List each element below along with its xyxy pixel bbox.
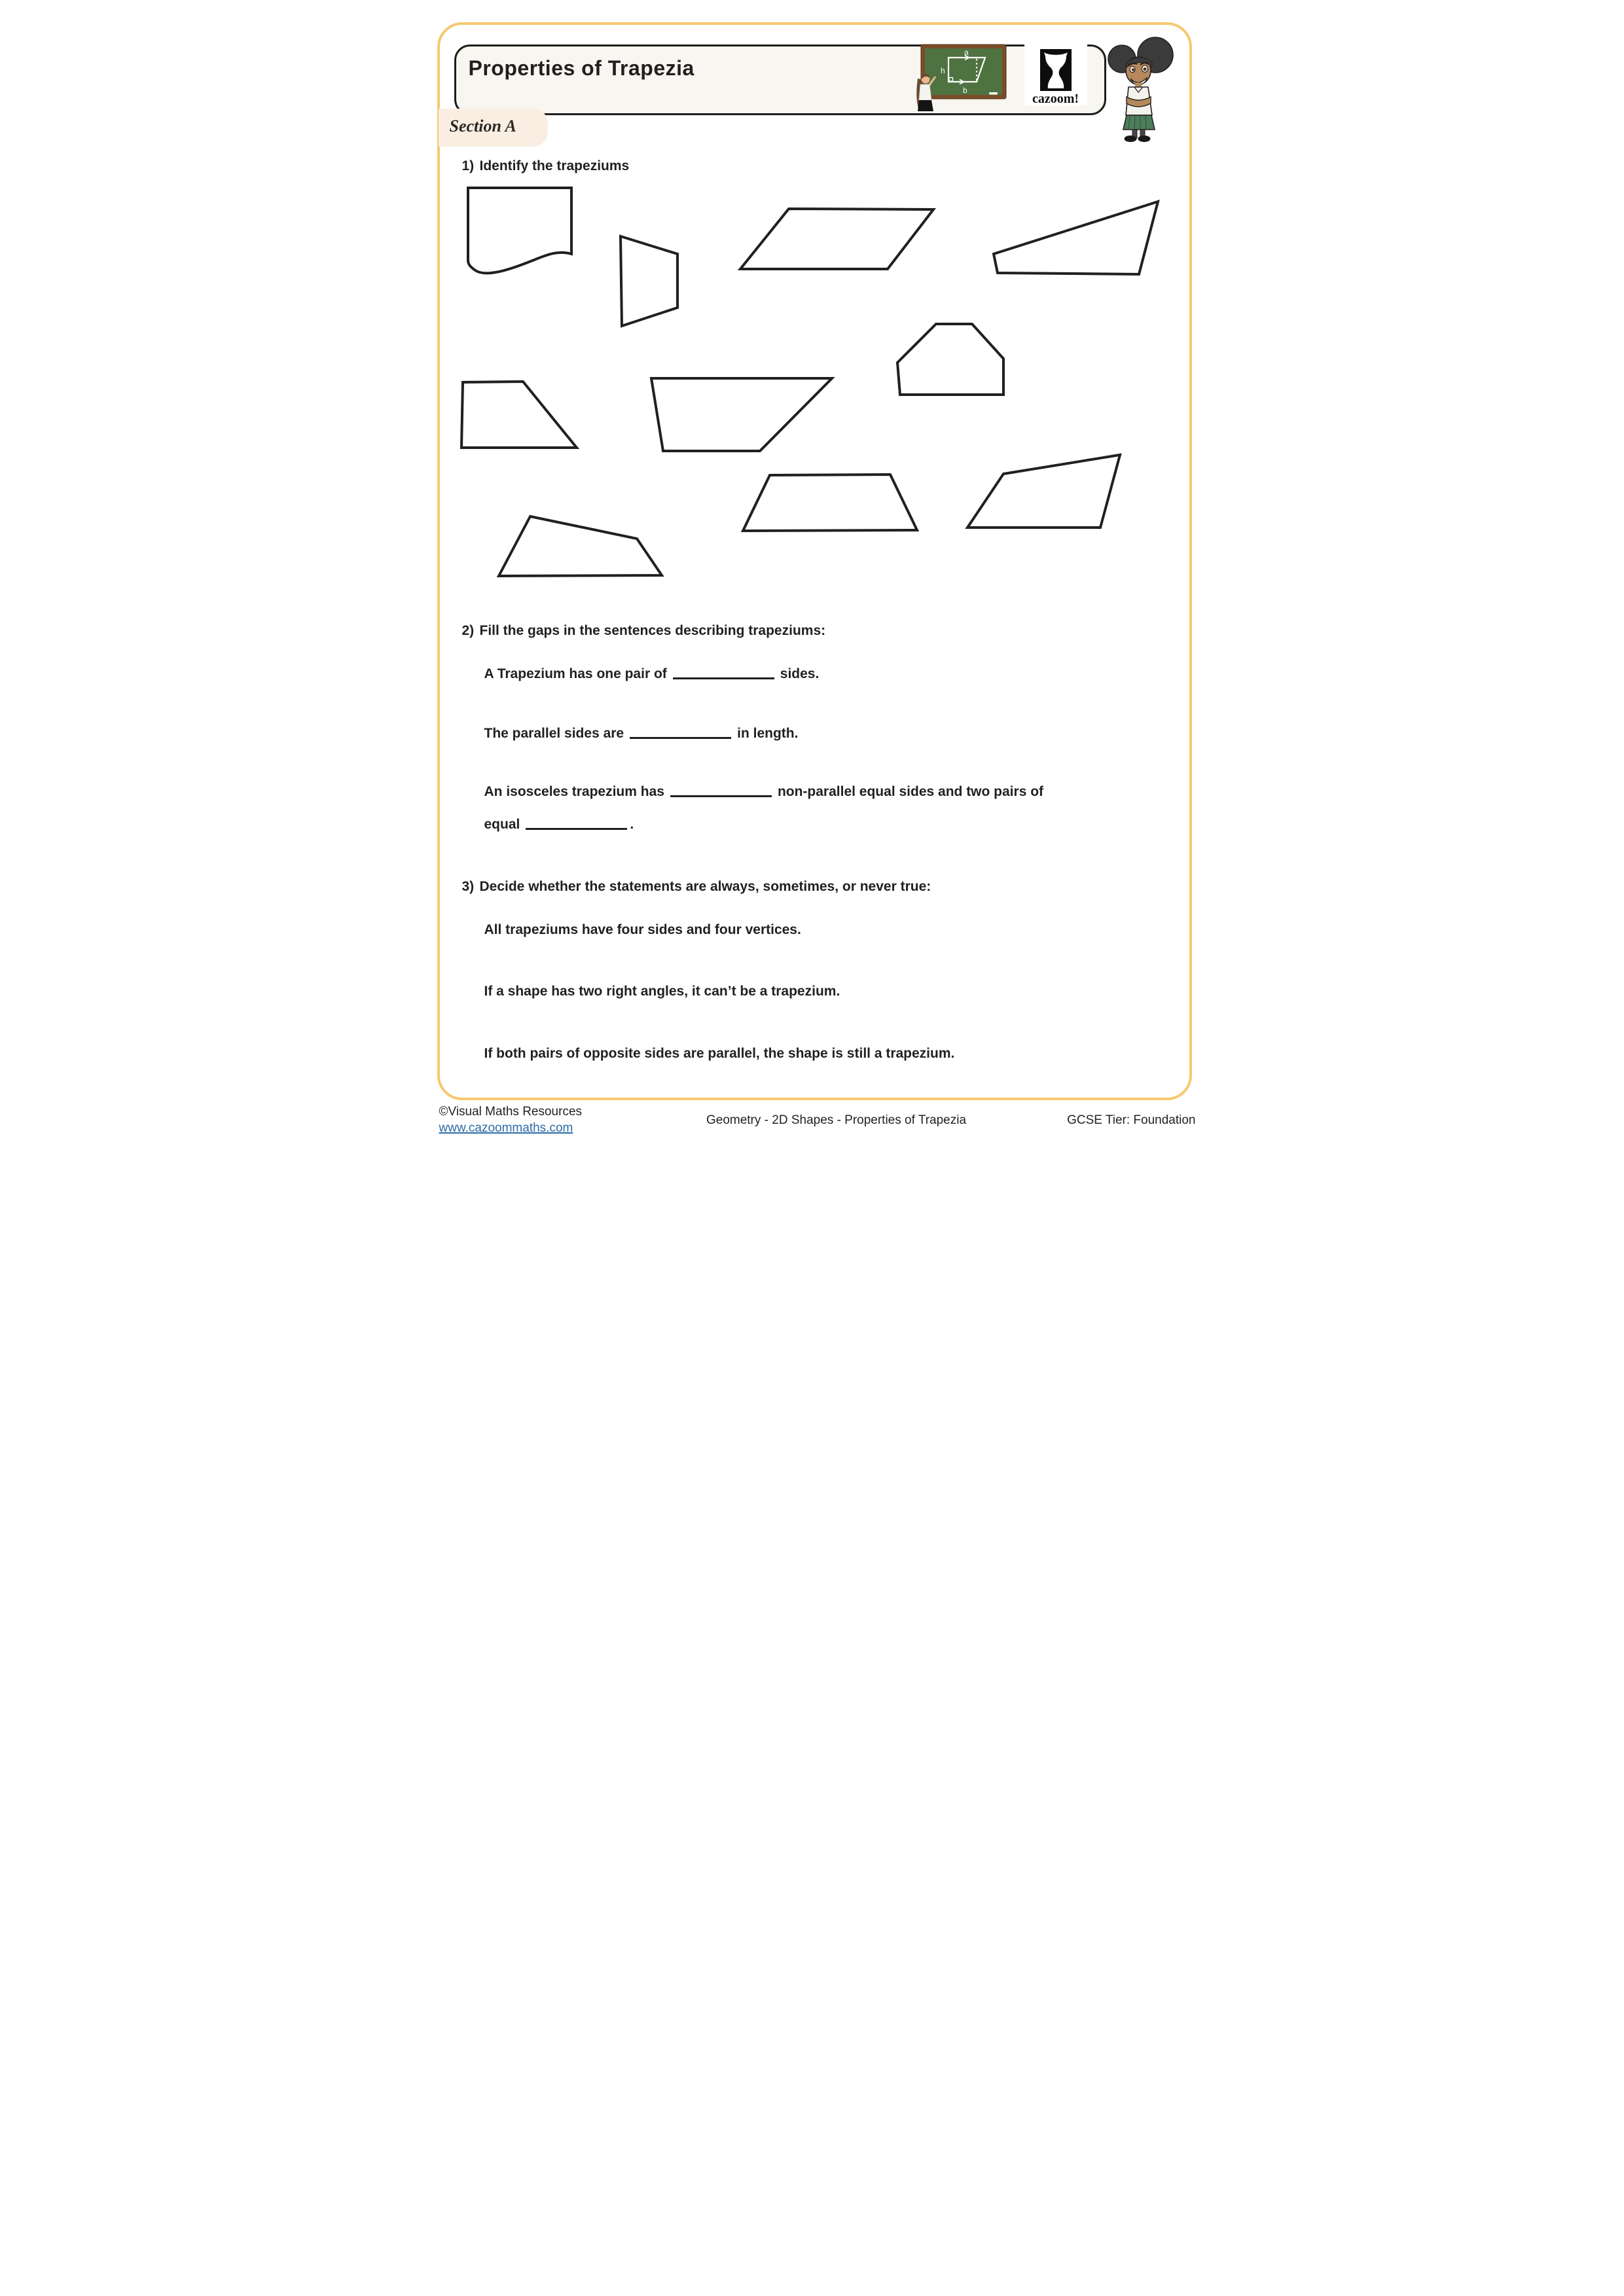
chalk-icon	[989, 92, 998, 95]
footer-copyright: ©Visual Maths Resources	[439, 1105, 583, 1119]
cazoom-wordmark: cazoom!	[1032, 92, 1079, 106]
shape-6-right-trapezium[interactable]	[461, 382, 577, 448]
question-3-number: 3)	[461, 879, 475, 894]
page-title: Properties of Trapezia	[468, 56, 695, 80]
sentence-2-post: in length.	[737, 726, 799, 741]
question-2-heading	[462, 623, 826, 639]
footer-tier: GCSE Tier: Foundation	[1067, 1113, 1196, 1127]
footer-credits	[439, 1103, 583, 1136]
shape-4-quadrilateral[interactable]	[994, 202, 1158, 274]
sentence-1-post: sides.	[780, 666, 820, 681]
sentence-4-post: .	[630, 817, 634, 832]
question-1-number: 1)	[461, 158, 475, 173]
board-label-h: h	[940, 66, 945, 75]
answer-blank-1[interactable]	[673, 668, 774, 679]
shape-3-parallelogram[interactable]	[740, 209, 933, 269]
sentence-3-post: non-parallel equal sides and two pairs of	[777, 784, 1044, 799]
shape-1-wavy-quadrilateral[interactable]	[468, 188, 571, 273]
sentence-4-pre: equal	[484, 817, 520, 832]
footer-website-link[interactable]: www.cazoommaths.com	[439, 1121, 573, 1135]
chalkboard-icon	[916, 45, 1006, 111]
fill-gap-sentence-2	[484, 726, 799, 742]
fill-gap-sentence-4	[484, 817, 634, 833]
shape-8-isosceles-trapezium[interactable]	[743, 475, 917, 531]
footer-topic: Geometry - 2D Shapes - Properties of Trapezia	[706, 1113, 967, 1127]
sentence-1-pre: A Trapezium has one pair of	[484, 666, 667, 681]
shape-10-quadrilateral[interactable]	[499, 516, 662, 576]
statement-2: If a shape has two right angles, it can’t be a trapezium.	[484, 984, 840, 999]
shape-2-quadrilateral[interactable]	[621, 236, 677, 326]
section-a-badge	[439, 109, 548, 147]
question-3-heading	[462, 879, 931, 895]
fill-gap-sentence-1	[484, 666, 820, 682]
answer-blank-3[interactable]	[670, 786, 772, 797]
board-label-b: b	[962, 86, 967, 95]
shape-5-hexagon[interactable]	[897, 324, 1003, 395]
question-1-heading	[462, 158, 630, 174]
question-2-number: 2)	[461, 623, 475, 638]
question-3-text: Decide whether the statements are always, sometimes, or never true:	[479, 879, 931, 894]
sentence-3-pre: An isosceles trapezium has	[484, 784, 664, 799]
worksheet-page	[406, 0, 1218, 1148]
fill-gap-sentence-3	[484, 784, 1044, 800]
statement-1: All trapeziums have four sides and four vertices.	[484, 922, 801, 937]
mascot-girl	[1108, 37, 1173, 142]
board-label-a: a	[964, 48, 969, 57]
sentence-2-pre: The parallel sides are	[484, 726, 624, 741]
question-1-text: Identify the trapeziums	[479, 158, 630, 173]
shape-9-quadrilateral[interactable]	[967, 455, 1120, 528]
question-2-text: Fill the gaps in the sentences describing trapeziums:	[479, 623, 826, 638]
answer-blank-4[interactable]	[526, 819, 627, 830]
shape-identification-canvas	[406, 177, 1218, 596]
shape-7-trapezium[interactable]	[651, 378, 832, 451]
section-a-label: Section A	[449, 117, 516, 135]
answer-blank-2[interactable]	[630, 728, 731, 739]
statement-3: If both pairs of opposite sides are parallel, the shape is still a trapezium.	[484, 1046, 955, 1061]
